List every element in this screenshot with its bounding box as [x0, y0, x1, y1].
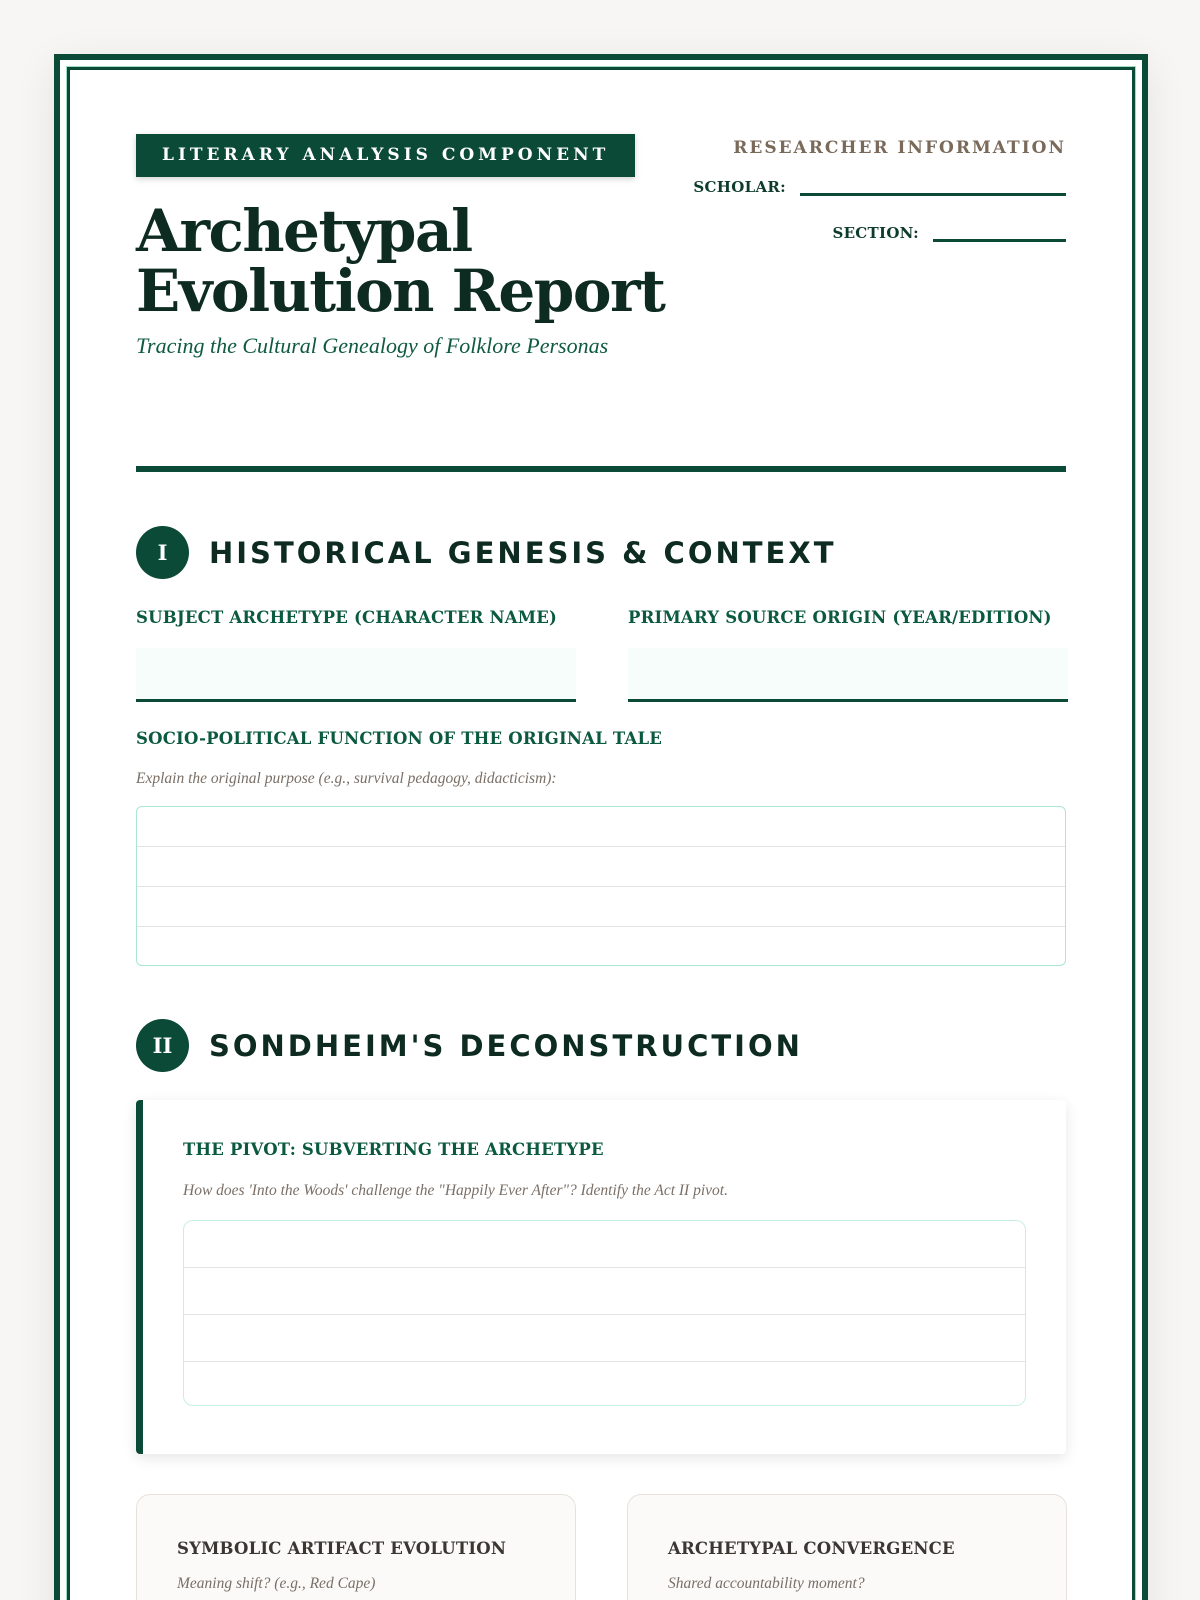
- pivot-label: THE PIVOT: SUBVERTING THE ARCHETYPE: [183, 1140, 604, 1159]
- primary-source-label: PRIMARY SOURCE ORIGIN (YEAR/EDITION): [628, 608, 1052, 627]
- ruled-line: [137, 847, 1065, 887]
- socio-political-label: SOCIO-POLITICAL FUNCTION OF THE ORIGINAL TALE: [136, 729, 663, 748]
- scholar-field: [686, 176, 1066, 196]
- convergence-hint: Shared accountability moment?: [668, 1575, 865, 1592]
- scholar-input[interactable]: [800, 176, 1066, 196]
- primary-source-input[interactable]: [628, 648, 1068, 702]
- section-2-title: SONDHEIM'S DECONSTRUCTION: [209, 1028, 803, 1063]
- scholar-label: SCHOLAR:: [693, 178, 786, 196]
- ruled-line: [184, 1315, 1025, 1362]
- ruled-line: [184, 1221, 1025, 1268]
- artifact-hint: Meaning shift? (e.g., Red Cape): [177, 1575, 376, 1592]
- section-1-title: HISTORICAL GENESIS & CONTEXT: [209, 535, 837, 570]
- ruled-line: [137, 887, 1065, 927]
- section-2-heading: [136, 1019, 803, 1072]
- socio-political-hint: Explain the original purpose (e.g., survival pedagogy, didacticism):: [136, 770, 557, 787]
- ruled-line: [137, 927, 1065, 964]
- pivot-textarea[interactable]: [183, 1220, 1026, 1406]
- convergence-card: [627, 1494, 1067, 1600]
- ruled-line: [137, 807, 1065, 847]
- report-sheet: [54, 54, 1148, 1600]
- section-1-numeral: I: [136, 526, 189, 579]
- ruled-line: [184, 1268, 1025, 1315]
- subject-archetype-input[interactable]: [136, 648, 576, 702]
- socio-political-textarea[interactable]: [136, 806, 1066, 966]
- component-badge: LITERARY ANALYSIS COMPONENT: [136, 134, 635, 177]
- page-subtitle: Tracing the Cultural Genealogy of Folklore Personas: [136, 333, 609, 358]
- researcher-info: [686, 134, 1066, 242]
- section-label: SECTION:: [832, 224, 919, 242]
- page-title: Archetypal Evolution Report: [136, 197, 665, 325]
- report-content: [136, 134, 1066, 1592]
- subject-archetype-label: SUBJECT ARCHETYPE (CHARACTER NAME): [136, 608, 558, 627]
- pivot-card: [136, 1100, 1066, 1454]
- artifact-card: [136, 1494, 576, 1600]
- pivot-hint: How does 'Into the Woods' challenge the "Happily Ever After"? Identify the Act II pivot.: [183, 1182, 728, 1199]
- section-field: [686, 222, 1066, 242]
- ruled-line: [184, 1362, 1025, 1404]
- section-1-heading: [136, 526, 836, 579]
- artifact-label: SYMBOLIC ARTIFACT EVOLUTION: [177, 1539, 507, 1558]
- researcher-info-title: RESEARCHER INFORMATION: [733, 138, 1066, 158]
- section-2-numeral: II: [136, 1019, 189, 1072]
- section-input[interactable]: [933, 222, 1066, 242]
- convergence-label: ARCHETYPAL CONVERGENCE: [668, 1539, 955, 1558]
- header-divider: [136, 466, 1066, 472]
